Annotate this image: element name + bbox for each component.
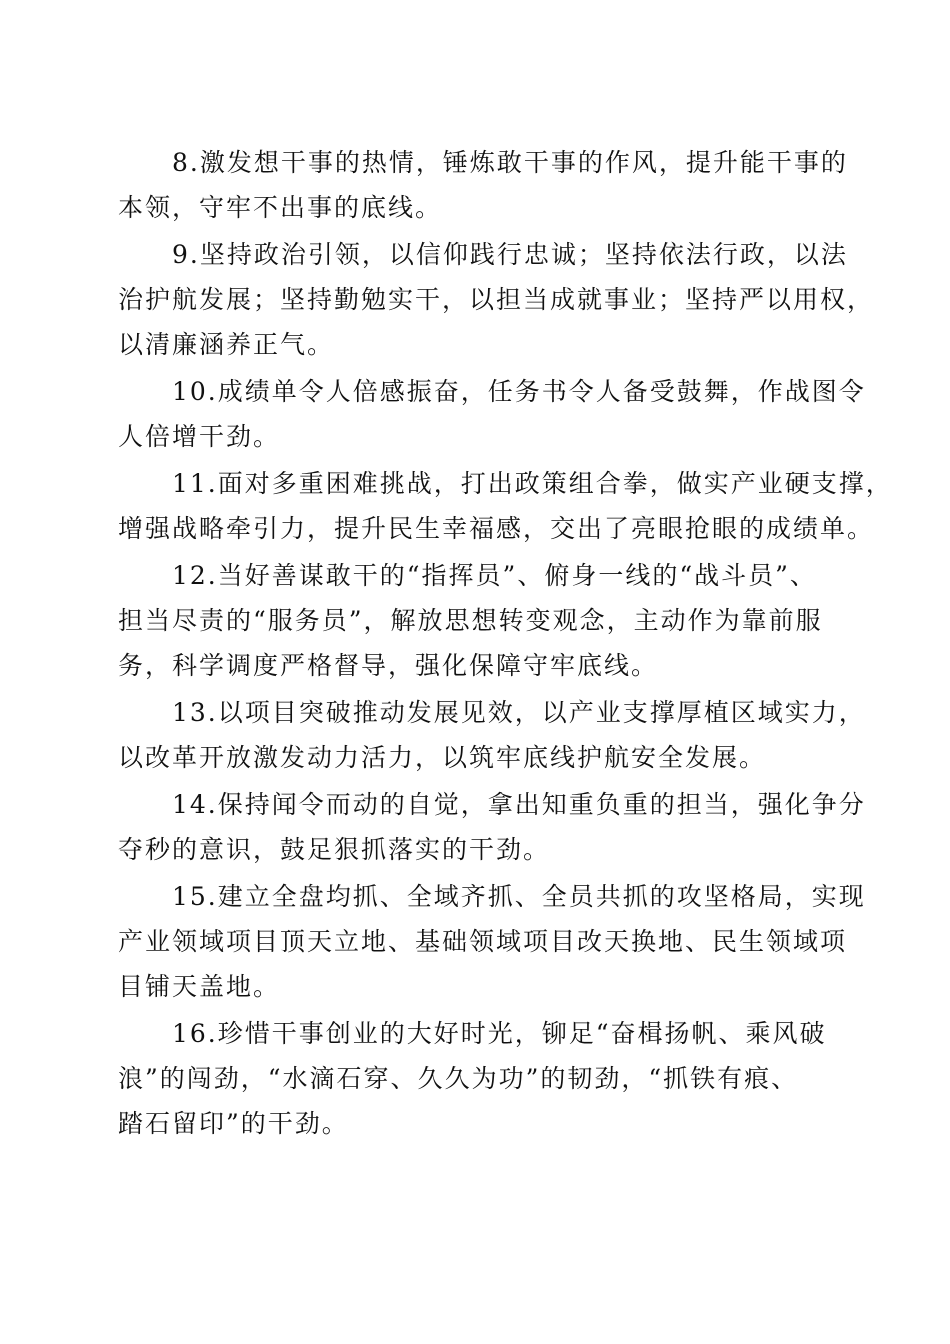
paragraph-item-16 bbox=[118, 1011, 834, 1146]
paragraph-item-12 bbox=[118, 553, 834, 688]
paragraph-line: 以清廉涵养正气。 bbox=[118, 330, 335, 359]
paragraph-line: 15.建立全盘均抓、全域齐抓、全员共抓的攻坚格局，实现 bbox=[172, 882, 866, 911]
paragraph-line: 11.面对多重困难挑战，打出政策组合拳，做实产业硬支撑， bbox=[172, 469, 893, 498]
paragraph-line: 8.激发想干事的热情，锤炼敢干事的作风，提升能干事的 bbox=[172, 148, 848, 177]
paragraph-line: 以改革开放激发动力活力，以筑牢底线护航安全发展。 bbox=[118, 743, 767, 772]
paragraph-line: 增强战略牵引力，提升民生幸福感，交出了亮眼抢眼的成绩单。 bbox=[118, 514, 875, 543]
paragraph-item-14 bbox=[118, 782, 866, 872]
paragraph-line: 踏石留印”的干劲。 bbox=[118, 1109, 349, 1138]
paragraph-line: 人倍增干劲。 bbox=[118, 422, 281, 451]
paragraph-item-15 bbox=[118, 874, 866, 1009]
paragraph-line: 务，科学调度严格督导，强化保障守牢底线。 bbox=[118, 651, 659, 680]
paragraph-line: 浪”的闯劲，“水滴石穿、久久为功”的韧劲，“抓铁有痕、 bbox=[118, 1064, 799, 1093]
paragraph-line: 12.当好善谋敢干的“指挥员”、俯身一线的“战斗员”、 bbox=[172, 561, 817, 590]
paragraph-line: 目铺天盖地。 bbox=[118, 972, 281, 1001]
paragraph-item-9 bbox=[118, 232, 875, 367]
paragraph-item-10 bbox=[118, 369, 866, 459]
paragraph-item-13 bbox=[118, 690, 866, 780]
paragraph-line: 产业领域项目顶天立地、基础领域项目改天换地、民生领域项 bbox=[118, 927, 848, 956]
paragraph-line: 治护航发展；坚持勤勉实干，以担当成就事业；坚持严以用权， bbox=[118, 285, 875, 314]
paragraph-line: 9.坚持政治引领，以信仰践行忠诚；坚持依法行政，以法 bbox=[172, 240, 848, 269]
paragraph-item-11 bbox=[118, 461, 893, 551]
paragraph-line: 10.成绩单令人倍感振奋，任务书令人备受鼓舞，作战图令 bbox=[172, 377, 866, 406]
paragraph-line: 本领，守牢不出事的底线。 bbox=[118, 193, 443, 222]
paragraph-line: 14.保持闻令而动的自觉，拿出知重负重的担当，强化争分 bbox=[172, 790, 866, 819]
paragraph-line: 夺秒的意识，鼓足狠抓落实的干劲。 bbox=[118, 835, 551, 864]
paragraph-item-8 bbox=[118, 140, 848, 230]
paragraph-line: 13.以项目突破推动发展见效，以产业支撑厚植区域实力， bbox=[172, 698, 866, 727]
paragraph-line: 担当尽责的“服务员”，解放思想转变观念，主动作为靠前服 bbox=[118, 606, 823, 635]
document-body bbox=[118, 140, 893, 1148]
paragraph-line: 16.珍惜干事创业的大好时光，铆足“奋楫扬帆、乘风破 bbox=[172, 1019, 827, 1048]
